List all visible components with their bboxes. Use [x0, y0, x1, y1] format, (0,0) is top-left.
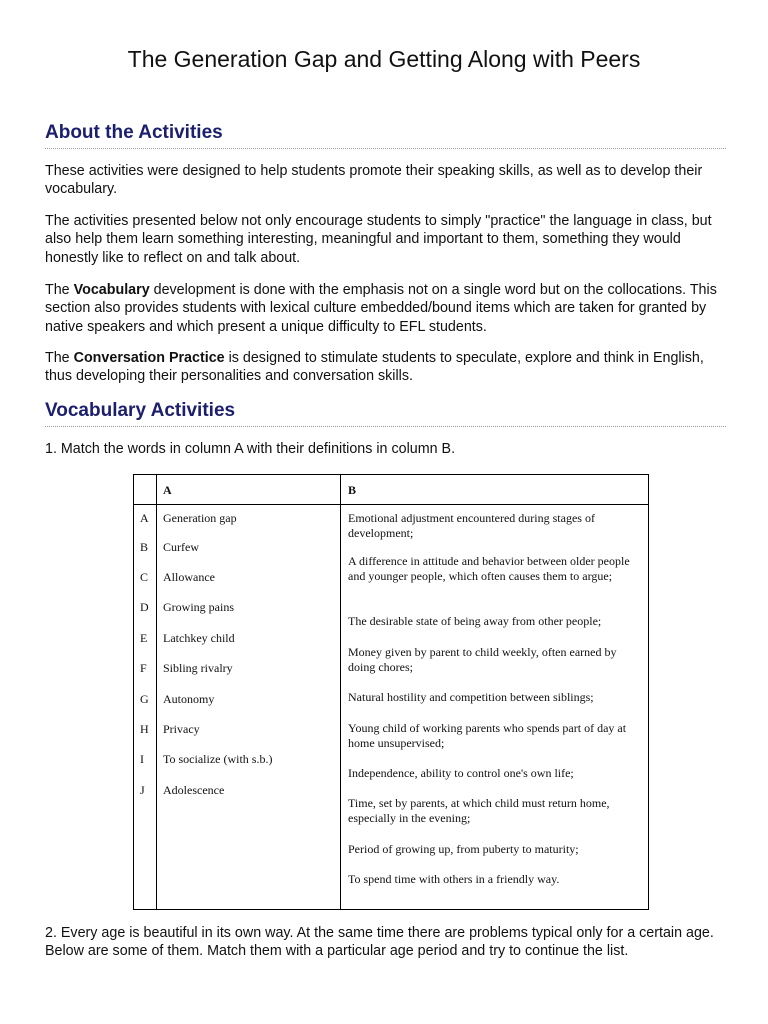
- p3-prefix: The: [45, 282, 70, 298]
- p3-rest: development is done with the emphasis not on a single word but on the collocations. This section also provides students with lexical culture embedded/bound items which are taken for granted by native speakers and which present a unique difficulty to EFL students.: [45, 282, 717, 335]
- definition-item: The desirable state of being away from other people;: [348, 614, 602, 628]
- word-item: Allowance: [163, 570, 215, 584]
- definition-item: Time, set by parents, at which child must return home, especially in the evening;: [348, 796, 610, 825]
- definition-item: Money given by parent to child weekly, often earned by doing chores;: [348, 645, 617, 674]
- about-paragraph-4: [45, 349, 727, 386]
- word-item: Generation gap: [163, 511, 237, 525]
- column-b-header: B: [348, 483, 357, 497]
- word-item: Autonomy: [163, 692, 215, 706]
- matching-table: [133, 474, 649, 910]
- table-header-divider: [134, 504, 648, 505]
- row-letter: J: [140, 783, 145, 797]
- heading-vocabulary-activities: Vocabulary Activities: [45, 400, 726, 427]
- about-paragraph-2: The activities presented below not only encourage students to simply "practice" the language in class, but also help them learn something interesting, meaningful and important to them, something they would honestly like to reflect on and talk about.: [45, 213, 712, 266]
- vocabulary-bold: Vocabulary: [73, 282, 150, 298]
- p4-prefix: The: [45, 350, 70, 366]
- column-a-header: A: [163, 483, 172, 497]
- table-divider-columns: [340, 475, 341, 909]
- word-item: Privacy: [163, 722, 200, 736]
- row-letter: A: [140, 511, 149, 525]
- word-item: Growing pains: [163, 600, 234, 614]
- definition-item: Period of growing up, from puberty to maturity;: [348, 842, 579, 856]
- table-divider-letter: [156, 475, 157, 909]
- conversation-practice-bold: Conversation Practice: [73, 350, 225, 366]
- row-letter: C: [140, 570, 149, 584]
- row-letter: G: [140, 692, 149, 706]
- definition-item: Independence, ability to control one's own life;: [348, 766, 574, 780]
- definition-item: To spend time with others in a friendly way.: [348, 872, 560, 886]
- row-letter: I: [140, 752, 144, 766]
- word-item: Sibling rivalry: [163, 661, 233, 675]
- word-item: To socialize (with s.b.): [163, 752, 273, 766]
- instruction-1: 1. Match the words in column A with their definitions in column B.: [45, 441, 456, 457]
- word-item: Adolescence: [163, 783, 225, 797]
- definition-item: Young child of working parents who spends part of day at home unsupervised;: [348, 721, 627, 750]
- p4-rest: is designed to stimulate students to speculate, explore and think in English, thus developing their personalities and conversation skills.: [45, 350, 704, 385]
- row-letter: F: [140, 661, 147, 675]
- word-item: Latchkey child: [163, 631, 235, 645]
- row-letter: D: [140, 600, 149, 614]
- instruction-2: 2. Every age is beautiful in its own way. At the same time there are problems typical only for a certain age. Below are some of them. Match them with a particular age period and try to continue the list.: [45, 925, 714, 960]
- row-letter: H: [140, 722, 149, 736]
- definition-item: Emotional adjustment encountered during stages of development;: [348, 511, 595, 540]
- row-letter: B: [140, 540, 149, 554]
- definition-item: Natural hostility and competition between siblings;: [348, 690, 594, 704]
- definition-item: A difference in attitude and behavior between older people and younger people, which often causes them to argue;: [348, 554, 630, 583]
- heading-about-activities: About the Activities: [45, 122, 726, 149]
- row-letter: E: [140, 631, 148, 645]
- document-title: The Generation Gap and Getting Along with Peers: [127, 46, 641, 72]
- word-item: Curfew: [163, 540, 199, 554]
- about-paragraph-3: [45, 281, 727, 336]
- about-paragraph-1: These activities were designed to help students promote their speaking skills, as well as to develop their vocabulary.: [45, 163, 703, 198]
